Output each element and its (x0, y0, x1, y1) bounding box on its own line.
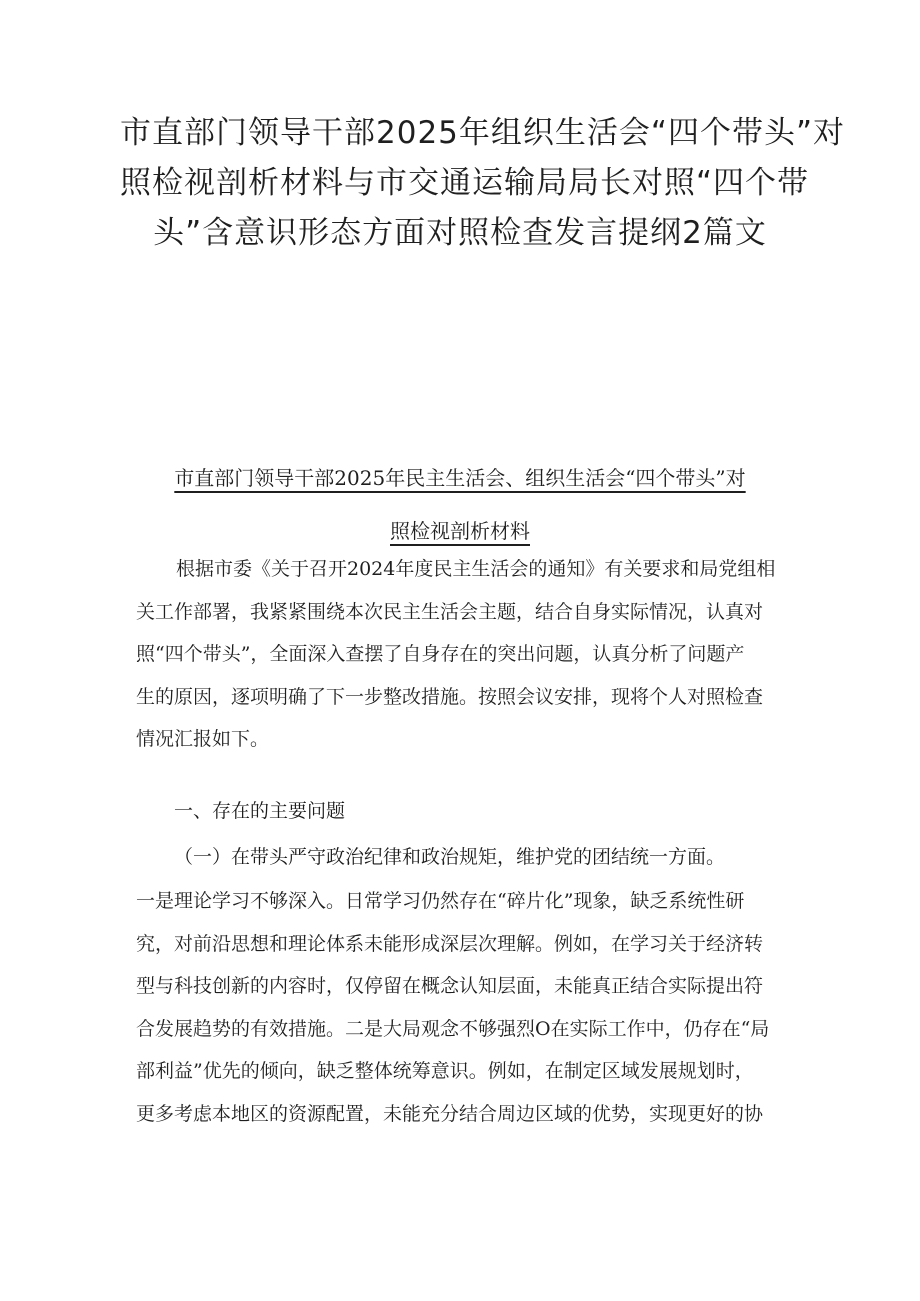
section-title (150, 452, 770, 558)
paragraph-line: 究，对前沿思想和理论体系未能形成深层次理解。例如，在学习关于经济转 (136, 932, 764, 955)
paragraph-line: 生的原因，逐项明确了下一步整改措施。按照会议安排，现将个人对照检查 (136, 685, 764, 708)
paragraph-line: 根据市委《关于召开2024年度民主生活会的通知》有关要求和局党组相 (176, 558, 776, 580)
paragraph-line: 更多考虑本地区的资源配置，未能充分结合周边区域的优势，实现更好的协 (136, 1102, 764, 1125)
main-title-line: 市直部门领导干部2025年组织生活会“四个带头”对 (120, 115, 846, 151)
paragraph-line: 合发展趋势的有效措施。二是大局观念不够强烈O在实际工作中，仍存在“局 (136, 1017, 770, 1040)
section-title-line: 市直部门领导干部2025年民主生活会、组织生活会“四个带头”对 (174, 466, 746, 490)
subsection-heading: （一）在带头严守政治纪律和政治规矩，维护党的团结统一方面。 (174, 846, 726, 868)
section-heading: 一、存在的主要问题 (174, 800, 346, 822)
paragraph-line: 关工作部署，我紧紧围绕本次民主生活会主题，结合自身实际情况，认真对 (136, 600, 764, 623)
problems-paragraph (136, 880, 796, 1135)
section-title-line: 照检视剖析材料 (390, 519, 530, 543)
intro-paragraph (136, 548, 796, 761)
paragraph-line: 型与科技创新的内容时，仅停留在概念认知层面，未能真正结合实际提出符 (136, 975, 764, 997)
main-title-line: 照检视剖析材料与市交通运输局局长对照“四个带 (120, 165, 810, 201)
paragraph-line: 情况汇报如下。 (136, 728, 270, 750)
document-main-title (120, 108, 846, 258)
paragraph-line: 照“四个带头”，全面深入查摆了自身存在的突出问题，认真分析了问题产 (136, 643, 745, 665)
main-title-line: 头”含意识形态方面对照检查发言提纲2篇文 (153, 215, 767, 251)
paragraph-line: 一是理论学习不够深入。日常学习仍然存在“碎片化”现象，缺乏系统性研 (136, 890, 745, 912)
paragraph-line: 部利益”优先的倾向，缺乏整体统筹意识。例如，在制定区域发展规划时， (136, 1060, 754, 1082)
